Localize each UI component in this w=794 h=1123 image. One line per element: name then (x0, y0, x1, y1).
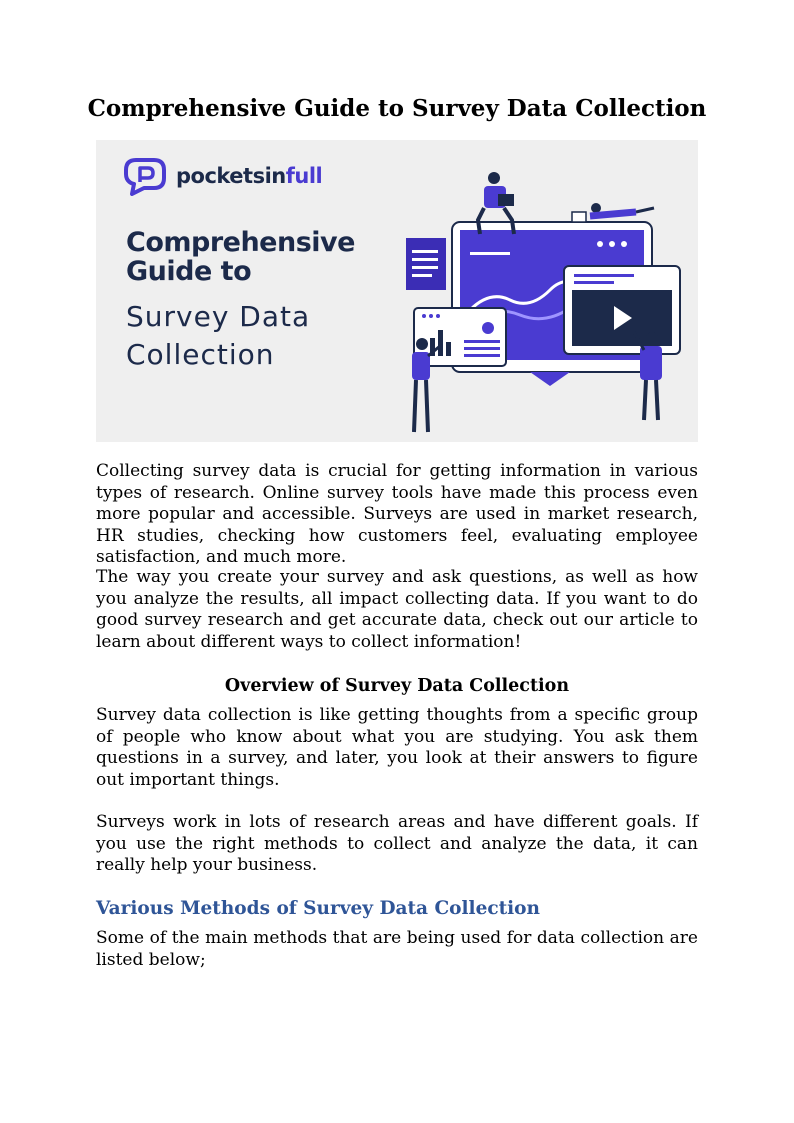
intro-paragraph-1: Collecting survey data is crucial for getting information in various types of research. Online survey tools have made this process even more popular and accessible. Surveys are used in market research, HR studies, checking how customers feel, evaluating employee satisfaction, and much more. (96, 461, 698, 567)
intro-paragraph-2: The way you create your survey and ask questions, as well as how you analyze the results, all impact collecting data. If you want to do good survey research and get accurate data, check out our article to learn about different ways to collect information! (96, 567, 698, 652)
survey-illustration (400, 170, 690, 438)
page-title: Comprehensive Guide to Survey Data Collection (87, 95, 707, 122)
document-icon (406, 238, 446, 290)
overview-paragraph-1: Survey data collection is like getting thoughts from a specific group of people who know about what you are studying. You ask them questions in a survey, and later, you look at their answers to figure out important things. (96, 705, 698, 790)
overview-heading: Overview of Survey Data Collection (224, 676, 570, 696)
overview-paragraph-2: Surveys work in lots of research areas and have different goals. If you use the right methods to collect and analyze the data, it can really help your business. (96, 812, 698, 875)
person-lying-icon (572, 203, 654, 222)
video-card-icon (564, 266, 680, 354)
brand-logo (122, 154, 322, 198)
pocketsinfull-logo-icon (122, 156, 168, 196)
banner-heading: Comprehensive Guide to (126, 227, 355, 287)
banner-subheading: Survey Data Collection (126, 300, 311, 371)
hero-banner (96, 140, 698, 442)
methods-heading: Various Methods of Survey Data Collection (96, 898, 540, 919)
methods-paragraph: Some of the main methods that are being used for data collection are listed below; (96, 928, 698, 970)
brand-name: pocketsinfull (176, 164, 323, 188)
